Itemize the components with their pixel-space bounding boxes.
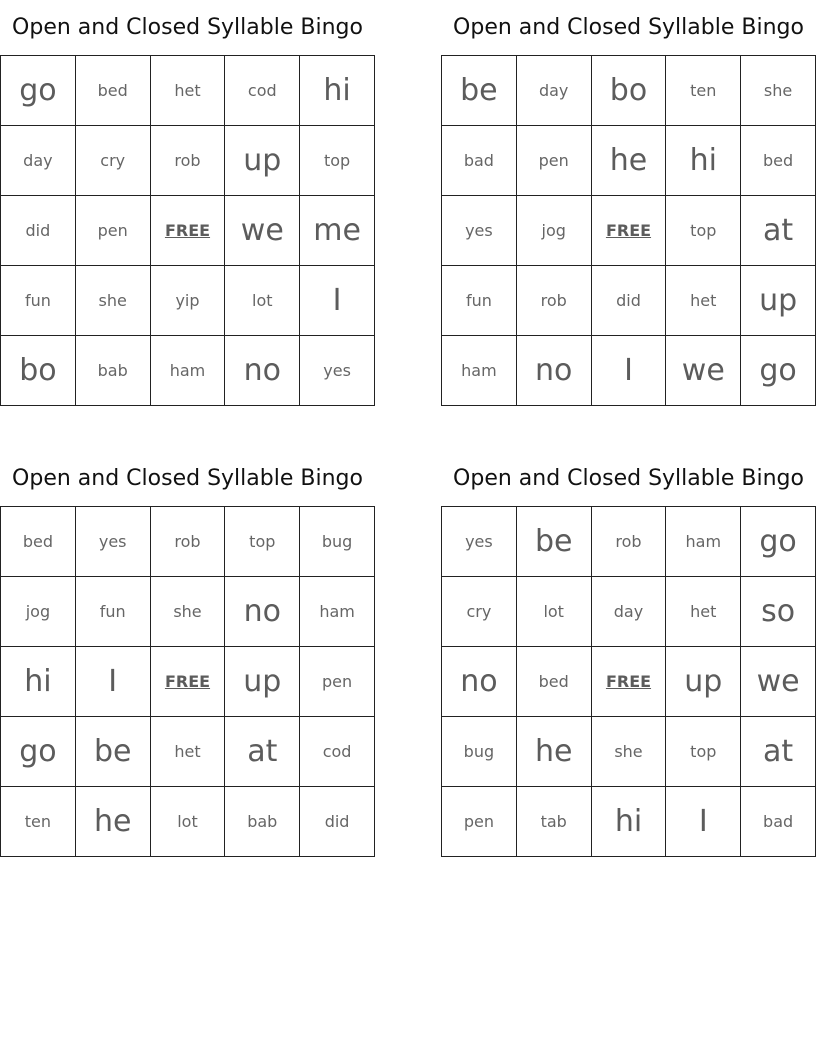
bingo-cell: cry	[442, 577, 517, 647]
bingo-cell: day	[517, 56, 592, 126]
bingo-cell: ham	[151, 336, 226, 406]
bingo-cell: bed	[517, 647, 592, 717]
bingo-cell: pen	[442, 787, 517, 857]
bingo-cell: up	[741, 266, 816, 336]
bingo-cell: jog	[1, 577, 76, 647]
bingo-cell: fun	[76, 577, 151, 647]
bingo-cell: at	[741, 196, 816, 266]
bingo-cell: hi	[666, 126, 741, 196]
card-title: Open and Closed Syllable Bingo	[453, 466, 804, 491]
bingo-cell: hi	[592, 787, 667, 857]
bingo-cell: cry	[76, 126, 151, 196]
bingo-cell: fun	[1, 266, 76, 336]
bingo-cell: ham	[442, 336, 517, 406]
free-space-cell: FREE	[592, 647, 667, 717]
bingo-cell: bad	[741, 787, 816, 857]
bingo-cell: top	[666, 717, 741, 787]
bingo-cell: did	[1, 196, 76, 266]
bingo-cell: no	[442, 647, 517, 717]
bingo-cell: did	[592, 266, 667, 336]
bingo-cell: hi	[300, 56, 375, 126]
bingo-cell: top	[225, 507, 300, 577]
bingo-cell: we	[225, 196, 300, 266]
bingo-cell: she	[151, 577, 226, 647]
bingo-cell: no	[225, 577, 300, 647]
bingo-cell: het	[151, 56, 226, 126]
bingo-cell: yip	[151, 266, 226, 336]
bingo-cell: she	[592, 717, 667, 787]
bingo-cell: I	[666, 787, 741, 857]
bingo-cell: bug	[442, 717, 517, 787]
bingo-cell: tab	[517, 787, 592, 857]
bingo-grid	[0, 55, 375, 406]
bingo-cell: pen	[300, 647, 375, 717]
bingo-cell: so	[741, 577, 816, 647]
bingo-grid	[0, 506, 375, 857]
bingo-cell: did	[300, 787, 375, 857]
bingo-cell: day	[1, 126, 76, 196]
bingo-cell: fun	[442, 266, 517, 336]
bingo-cell: bed	[741, 126, 816, 196]
bingo-cell: he	[592, 126, 667, 196]
bingo-grid	[441, 506, 816, 857]
free-space-cell: FREE	[151, 196, 226, 266]
bingo-cell: het	[666, 266, 741, 336]
bingo-cell: lot	[225, 266, 300, 336]
bingo-cell: bed	[76, 56, 151, 126]
bingo-cell: I	[76, 647, 151, 717]
bingo-cell: jog	[517, 196, 592, 266]
bingo-cell: at	[741, 717, 816, 787]
bingo-cell: ham	[666, 507, 741, 577]
bingo-cell: I	[300, 266, 375, 336]
bingo-cell: go	[741, 336, 816, 406]
bingo-cell: no	[225, 336, 300, 406]
bingo-cell: lot	[151, 787, 226, 857]
bingo-cell: pen	[76, 196, 151, 266]
bingo-cell: bo	[1, 336, 76, 406]
bingo-cell: be	[517, 507, 592, 577]
bingo-cell: bug	[300, 507, 375, 577]
bingo-cell: ham	[300, 577, 375, 647]
bingo-cell: day	[592, 577, 667, 647]
bingo-cell: top	[300, 126, 375, 196]
bingo-cell: at	[225, 717, 300, 787]
bingo-cell: cod	[225, 56, 300, 126]
bingo-cell: bab	[225, 787, 300, 857]
card-title: Open and Closed Syllable Bingo	[453, 15, 804, 40]
free-space-cell: FREE	[592, 196, 667, 266]
bingo-cell: hi	[1, 647, 76, 717]
card-title: Open and Closed Syllable Bingo	[12, 15, 363, 40]
bingo-cell: pen	[517, 126, 592, 196]
bingo-cell: we	[741, 647, 816, 717]
bingo-cell: he	[76, 787, 151, 857]
bingo-cell: yes	[300, 336, 375, 406]
bingo-cell: ten	[1, 787, 76, 857]
bingo-cell: lot	[517, 577, 592, 647]
bingo-cell: I	[592, 336, 667, 406]
bingo-grid	[441, 55, 816, 406]
bingo-cell: he	[517, 717, 592, 787]
bingo-cell: yes	[442, 507, 517, 577]
bingo-cell: be	[76, 717, 151, 787]
card-title: Open and Closed Syllable Bingo	[12, 466, 363, 491]
bingo-cell: yes	[76, 507, 151, 577]
bingo-cell: go	[1, 56, 76, 126]
bingo-cell: up	[666, 647, 741, 717]
bingo-cell: up	[225, 647, 300, 717]
bingo-cell: rob	[151, 126, 226, 196]
bingo-cell: go	[1, 717, 76, 787]
bingo-cell: rob	[592, 507, 667, 577]
bingo-cell: go	[741, 507, 816, 577]
bingo-cell: het	[151, 717, 226, 787]
bingo-cell: be	[442, 56, 517, 126]
bingo-cell: bab	[76, 336, 151, 406]
bingo-cell: bo	[592, 56, 667, 126]
bingo-cell: top	[666, 196, 741, 266]
bingo-cell: we	[666, 336, 741, 406]
bingo-cell: het	[666, 577, 741, 647]
bingo-cell: bed	[1, 507, 76, 577]
bingo-cell: bad	[442, 126, 517, 196]
bingo-cell: no	[517, 336, 592, 406]
bingo-cell: cod	[300, 717, 375, 787]
bingo-cell: yes	[442, 196, 517, 266]
free-space-cell: FREE	[151, 647, 226, 717]
bingo-cell: me	[300, 196, 375, 266]
bingo-cell: up	[225, 126, 300, 196]
bingo-cell: rob	[517, 266, 592, 336]
bingo-cell: she	[741, 56, 816, 126]
bingo-cell: rob	[151, 507, 226, 577]
bingo-cell: she	[76, 266, 151, 336]
bingo-cell: ten	[666, 56, 741, 126]
